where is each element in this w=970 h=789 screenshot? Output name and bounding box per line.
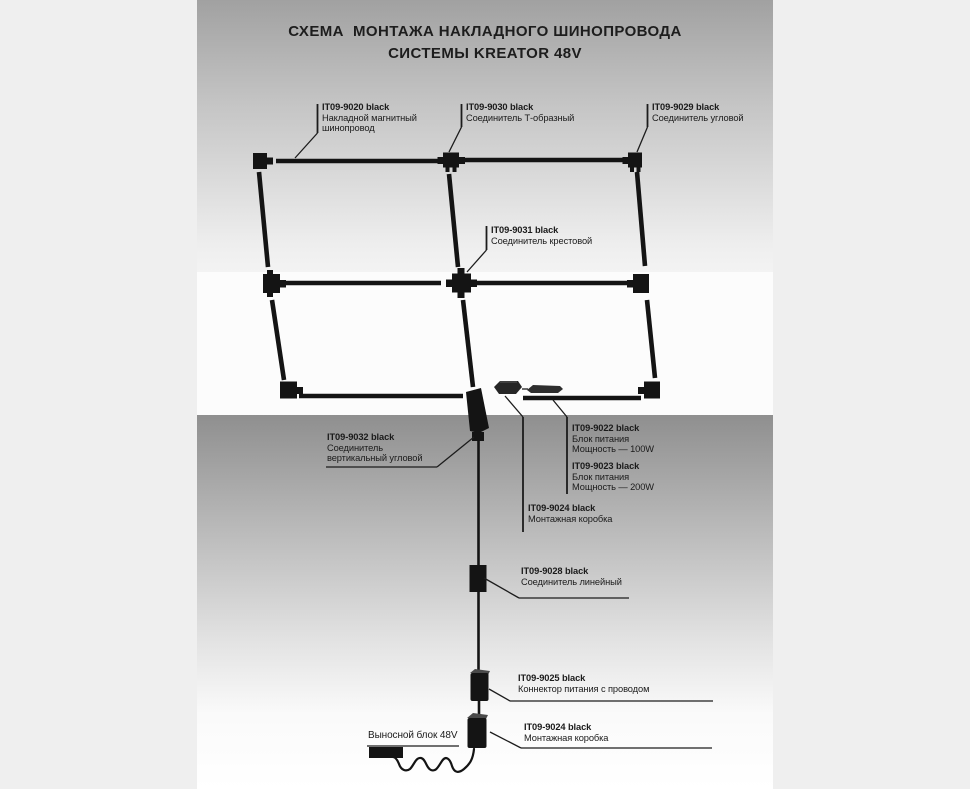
part-code: IT09-9032 black xyxy=(327,432,395,442)
track-end-cap-icon xyxy=(253,153,273,169)
part-desc: Соединитель вертикальный угловой xyxy=(327,442,423,464)
label-it09-9030 xyxy=(466,102,574,123)
part-desc: Соединитель угловой xyxy=(652,112,744,123)
part-desc: Соединитель Т-образный xyxy=(466,112,575,123)
part-code: IT09-9030 black xyxy=(466,102,534,112)
label-it09-9028 xyxy=(521,566,622,587)
part-desc: Блок питания Мощность — 200W xyxy=(572,471,654,493)
mounting-box-bottom xyxy=(467,713,488,748)
label-it09-9031 xyxy=(491,225,592,246)
part-code: IT09-9025 black xyxy=(518,673,586,683)
title-line1: СХЕМА МОНТАЖА НАКЛАДНОГО ШИНОПРОВОДА xyxy=(288,23,682,40)
part-desc: Монтажная коробка xyxy=(524,732,609,743)
label-remote-block xyxy=(368,731,457,742)
part-desc: Соединитель крестовой xyxy=(491,235,593,246)
label-it09-9023 xyxy=(572,461,654,493)
cross-connector-icon xyxy=(446,268,477,298)
part-code: IT09-9023 black xyxy=(572,461,640,471)
part-code: IT09-9022 black xyxy=(572,423,640,433)
label-it09-9024-top xyxy=(528,503,612,524)
label-it09-9024-bottom xyxy=(524,722,608,743)
part-code: IT09-9031 black xyxy=(491,225,559,235)
part-code: IT09-9024 black xyxy=(528,503,596,513)
part-code: IT09-9029 black xyxy=(652,102,720,112)
label-it09-9022 xyxy=(572,423,654,455)
part-desc: Монтажная коробка xyxy=(528,513,613,524)
power-cord xyxy=(393,749,474,772)
label-it09-9032 xyxy=(327,432,422,464)
vertical-corner-connector xyxy=(466,388,489,441)
label-it09-9025 xyxy=(518,673,649,694)
part-code: IT09-9024 black xyxy=(524,722,592,732)
part-desc: Соединитель линейный xyxy=(521,576,622,587)
part-desc: Коннектор питания с проводом xyxy=(518,683,650,694)
part-code: IT09-9028 black xyxy=(521,566,589,576)
power-supply-unit xyxy=(527,385,563,393)
remote-power-block xyxy=(369,747,403,758)
part-code: IT09-9020 black xyxy=(322,102,390,112)
bottom-right-connector-icon xyxy=(638,382,660,399)
corner-connector-icon xyxy=(623,153,643,173)
part-desc: Блок питания Мощность — 100W xyxy=(572,433,654,455)
title-line2: СИСТЕМЫ KREATOR 48V xyxy=(388,45,582,62)
remote-block-text: Выносной блок 48V xyxy=(368,730,458,741)
side-connector-right-icon xyxy=(627,274,649,293)
label-it09-9029 xyxy=(652,102,744,123)
side-connector-left-icon xyxy=(263,270,286,297)
part-desc: Накладной магнитный шинопровод xyxy=(322,112,417,134)
power-feed-connector xyxy=(470,669,490,701)
label-it09-9020 xyxy=(322,102,417,134)
t-connector-icon xyxy=(438,153,466,173)
mounting-box-top xyxy=(494,381,522,394)
